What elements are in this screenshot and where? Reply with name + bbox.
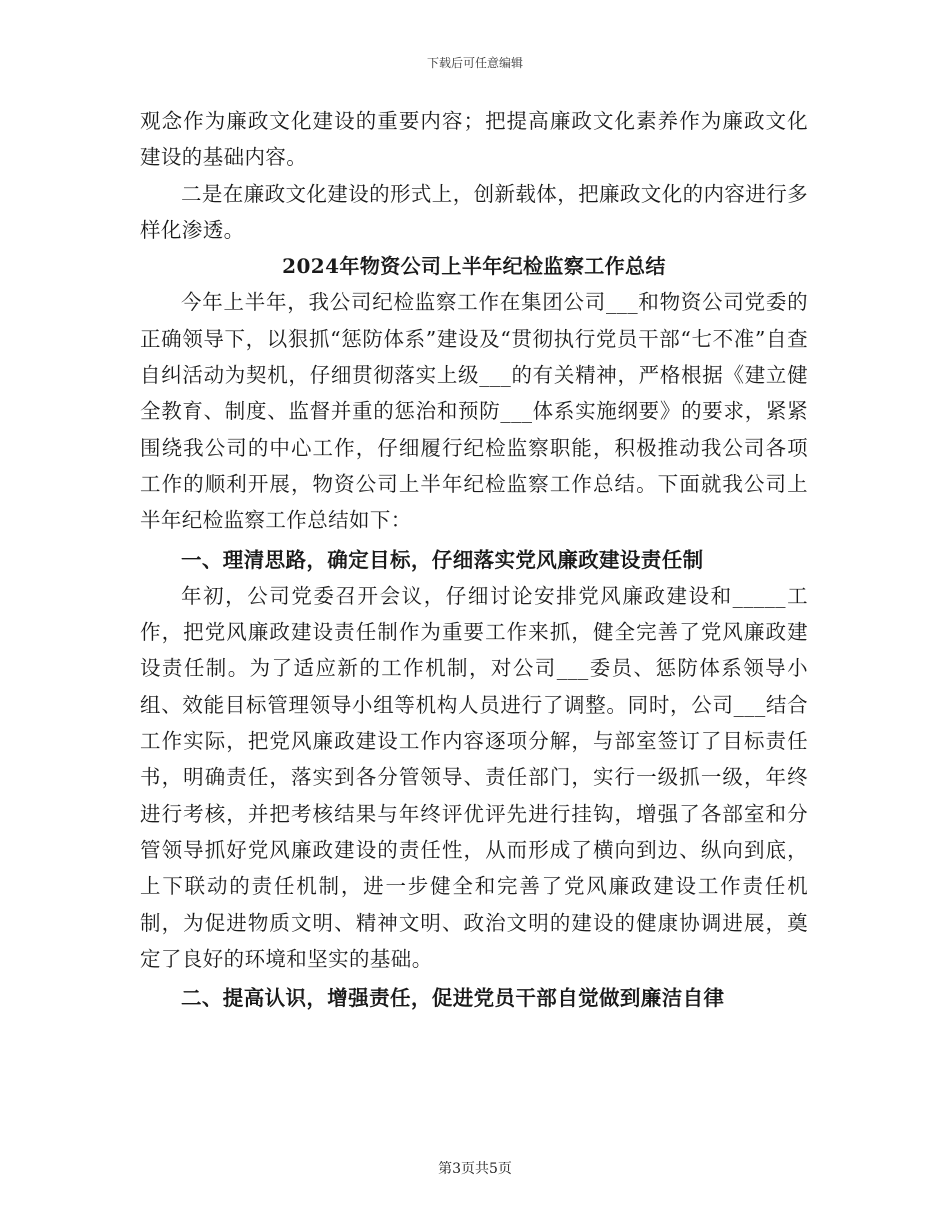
section-heading-2: 二、提高认识，增强责任，促进党员干部自觉做到廉洁自律 bbox=[181, 986, 725, 1011]
paragraph-2: 二是在廉政文化建设的形式上，创新载体，把廉政文化的内容进行多样化渗透。 bbox=[140, 181, 808, 242]
page-header: 下载后可任意编辑 bbox=[426, 56, 523, 70]
paragraph-section-1: 年初，公司党委召开会议，仔细讨论安排党风廉政建设和_____工作，把党风廉政建设责任制作为重要工作来抓，健全完善了党风廉政建设责任制。为了适应新的工作机制，对公司___委员、惩防体系领导小组、效能目标管理领导小组等机构人员进行了调整。同时，公司___结合工作实际，把党风廉政建设工作内容逐项分解，与部室签订了目标责任书，明确责任，落实到各分管领导、责任部门，实行一级抓一级，年终进行考核，并把考核结果与年终评优评先进行挂钩，增强了各部室和分管领导抓好党风廉政建设的责任性，从而形成了横向到边、纵向到底，上下联动的责任机制，进一步健全和完善了党风廉政建设工作责任机制，为促进物质文明、精神文明、政治文明的建设的健康协调进展，奠定了良好的环境和坚实的基础。 bbox=[140, 583, 808, 971]
page-footer: 第3页共5页 bbox=[438, 1161, 512, 1177]
section-heading-1: 一、理清思路，确定目标，仔细落实党风廉政建设责任制 bbox=[181, 547, 704, 572]
document-body bbox=[140, 103, 808, 1016]
paragraph-intro: 今年上半年，我公司纪检监察工作在集团公司___和物资公司党委的正确领导下，以狠抓“惩防体系”建设及“贯彻执行党员干部“七不准”自查自纠活动为契机，仔细贯彻落实上级___的有关精神，严格根据《建立健全教育、制度、监督并重的惩治和预防___体系实施纲要》的要求，紧紧围绕我公司的中心工作，仔细履行纪检监察职能，积极推动我公司各项工作的顺利开展，物资公司上半年纪检监察工作总结。下面就我公司上半年纪检监察工作总结如下： bbox=[140, 290, 808, 533]
paragraph-1: 观念作为廉政文化建设的重要内容；把提高廉政文化素养作为廉政文化建设的基础内容。 bbox=[140, 109, 808, 170]
document-title: 2024年物资公司上半年纪检监察工作总结 bbox=[282, 254, 666, 279]
